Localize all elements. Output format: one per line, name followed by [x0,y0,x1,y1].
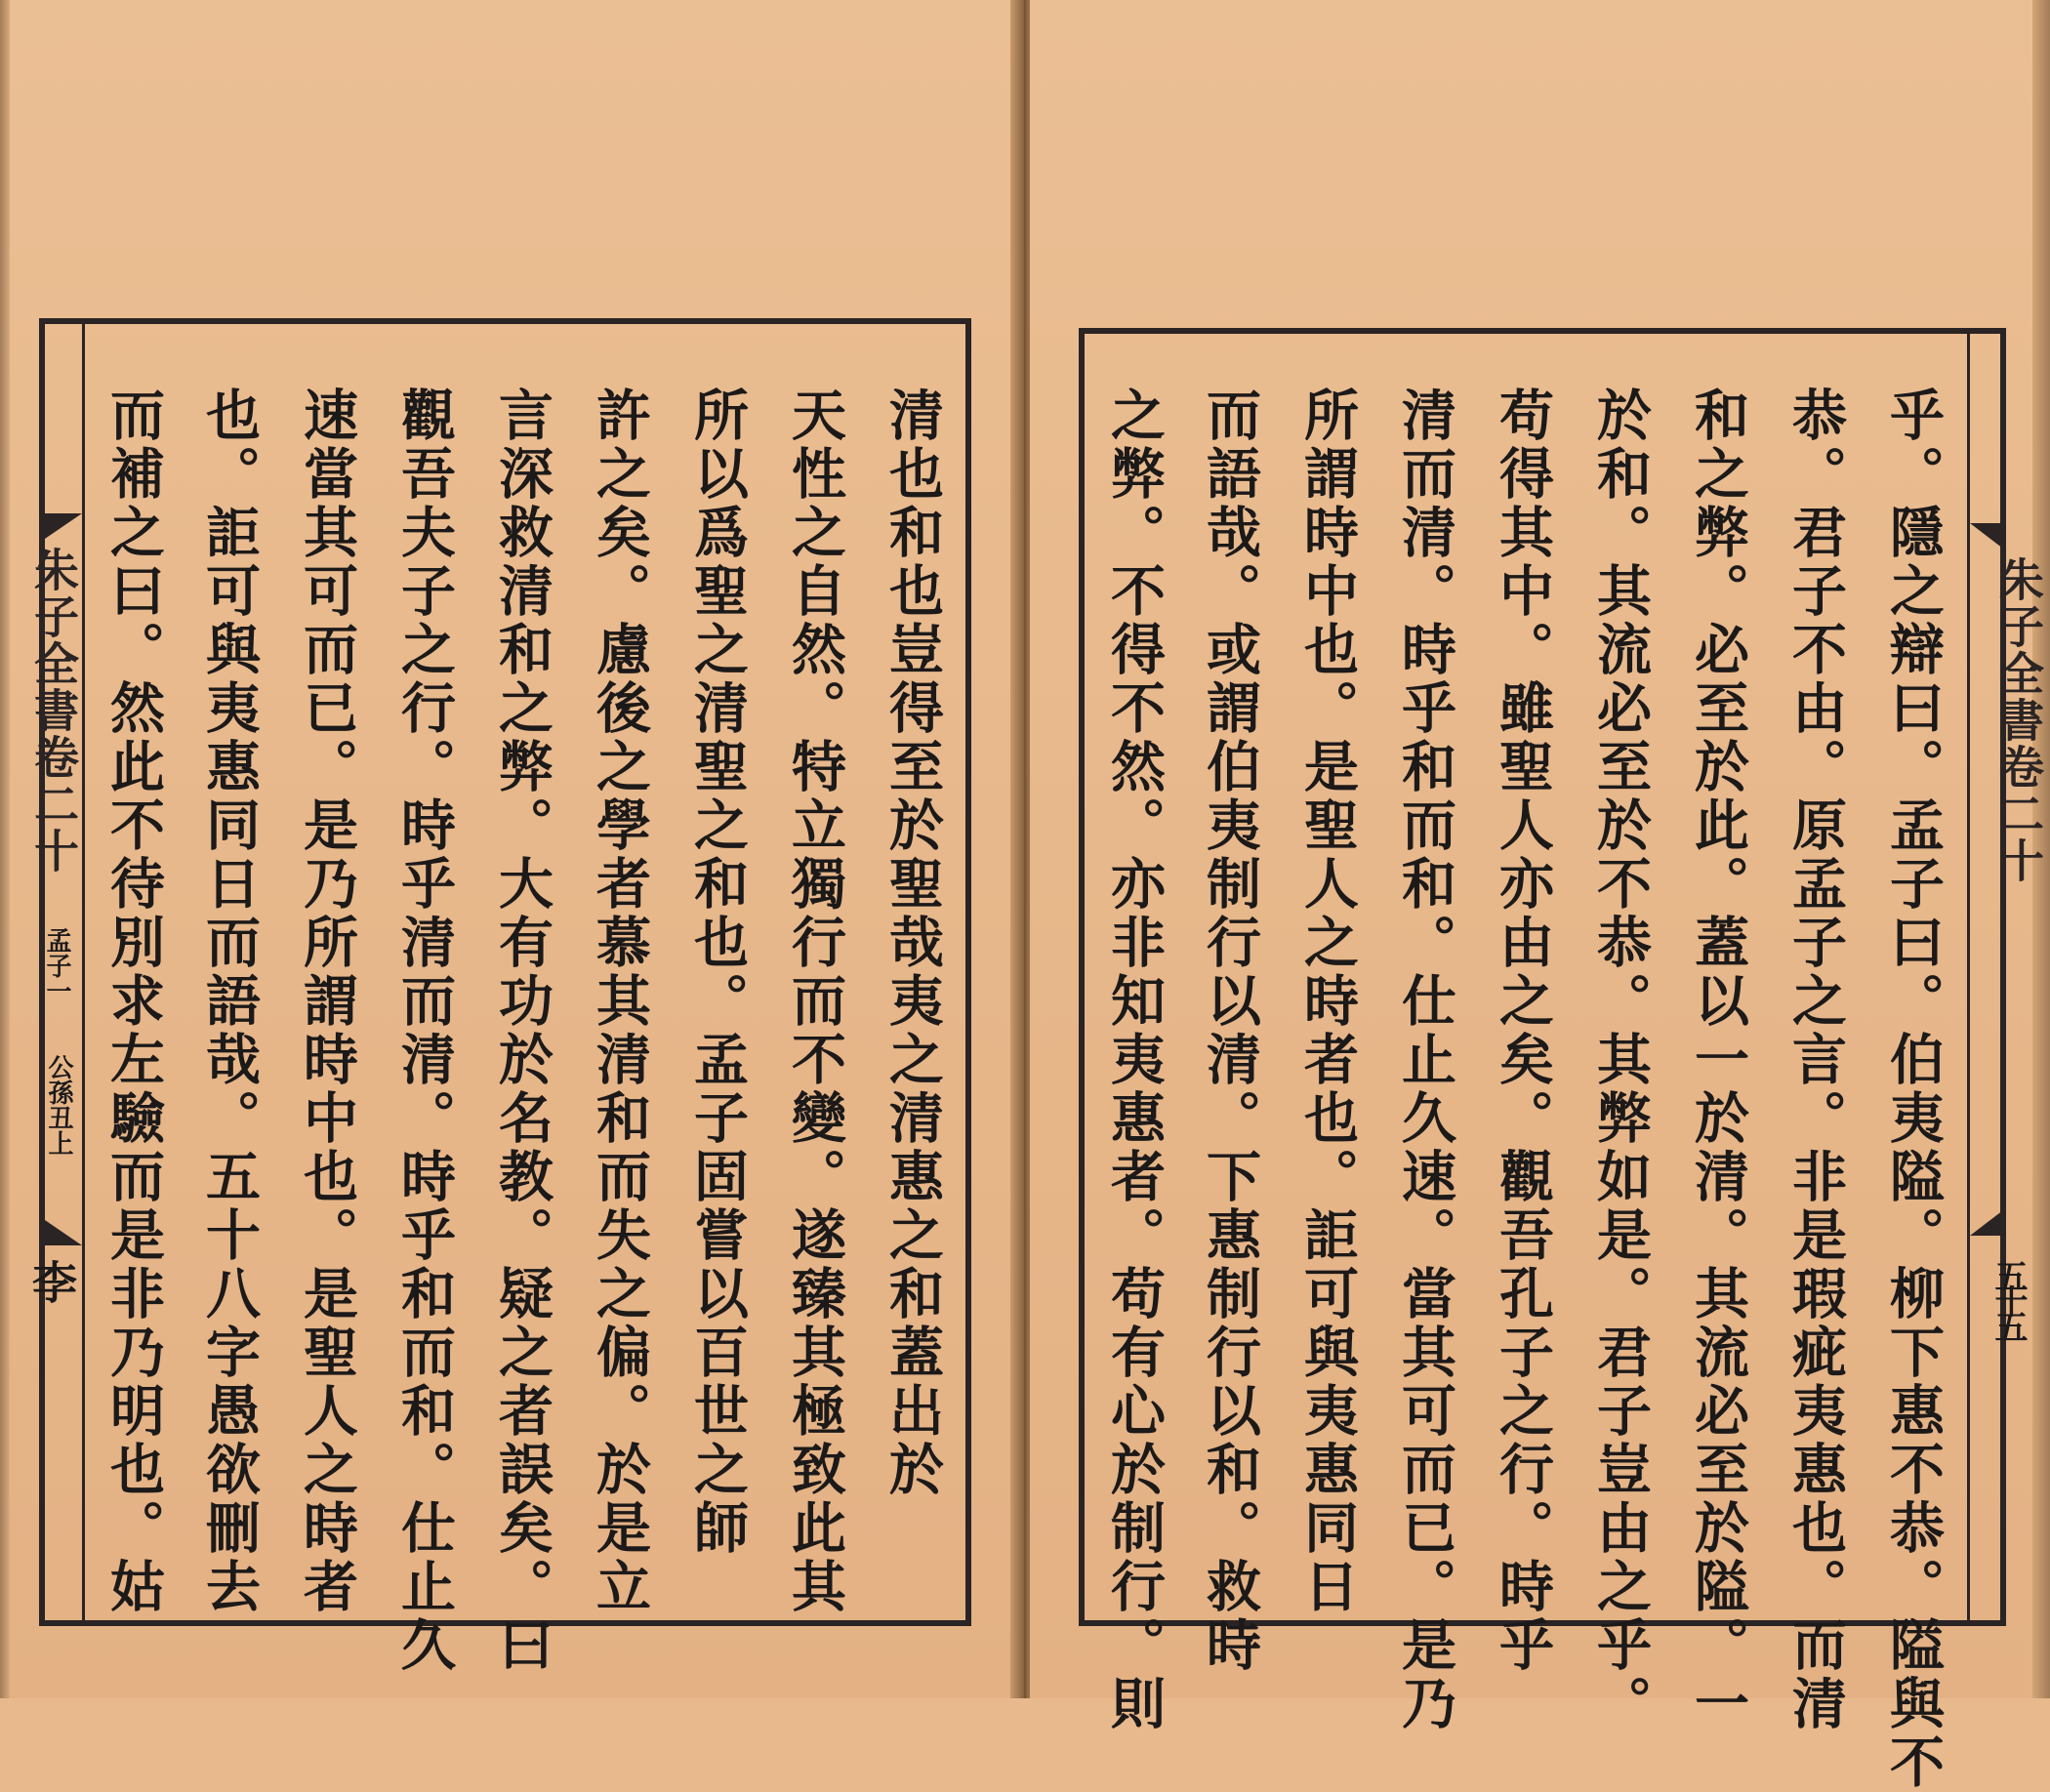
text-column: 和之弊。必至於此。蓋以一於清。其流必至於隘。一 [1686,387,1750,1733]
text-column: 而語哉。或謂伯夷制行以清。下惠制行以和。救時 [1198,387,1262,1675]
right-margin-title: 朱子全書卷二十 [1992,556,2045,884]
left-margin-rule [82,324,85,1620]
text-column: 乎。隱之辯曰。孟子曰。伯夷隘。柳下惠不恭。隘與不 [1881,387,1946,1792]
text-column: 也。詎可與夷惠同日而語哉。五十八字愚欲刪去 [197,387,262,1616]
left-margin-folio: 李 [25,1259,78,1304]
left-margin-section: 孟子一 [42,927,71,1003]
text-column: 之弊。不得不然。亦非知夷惠者。苟有心於制行。則 [1102,387,1167,1733]
left-margin-title: 朱子全書卷二十 [27,547,80,875]
text-column: 清也和也豈得至於聖哉夷之清惠之和蓋出於 [881,387,945,1499]
left-page-edge [0,0,10,1698]
right-text-columns [1088,387,1962,1792]
lower-fishtail-mark [45,1220,82,1245]
upper-fishtail-mark [1970,523,2003,549]
left-text-columns [88,387,962,1675]
text-column: 許之矣。慮後之學者慕其清和而失之偏。於是立 [588,387,652,1616]
text-column: 觀吾夫子之行。時乎清而清。時乎和而和。仕止久 [392,387,457,1675]
text-column: 速當其可而已。是乃所謂時中也。是聖人之時者 [295,387,359,1616]
text-column: 於和。其流必至於不恭。其弊如是。君子豈由之乎。 [1588,387,1653,1733]
text-column: 言深救清和之弊。大有功於名教。疑之者誤矣。曰 [490,387,554,1675]
text-column: 清而清。時乎和而和。仕止久速。當其可而已。是乃 [1393,387,1457,1733]
lower-fishtail-mark [1970,1210,2003,1236]
text-column: 而補之曰。然此不待別求左驗而是非乃明也。姑 [102,387,166,1616]
text-column: 所以爲聖之清聖之和也。孟子固嘗以百世之師 [685,387,750,1558]
left-page [0,0,1020,1698]
text-column: 恭。君子不由。原孟子之言。非是瑕疵夷惠也。而清 [1784,387,1848,1733]
text-column: 苟得其中。雖聖人亦由之矣。觀吾孔子之行。時乎 [1491,387,1555,1675]
left-margin-chapter: 公孫丑上 [44,1054,73,1156]
text-column: 所謂時中也。是聖人之時者也。詎可與夷惠同日 [1295,387,1360,1616]
upper-fishtail-mark [45,513,82,539]
text-column: 天性之自然。特立獨行而不變。遂臻其極致此其 [783,387,847,1616]
right-page [1030,0,2050,1792]
right-margin-folio: 五十五 [1988,1259,2028,1335]
